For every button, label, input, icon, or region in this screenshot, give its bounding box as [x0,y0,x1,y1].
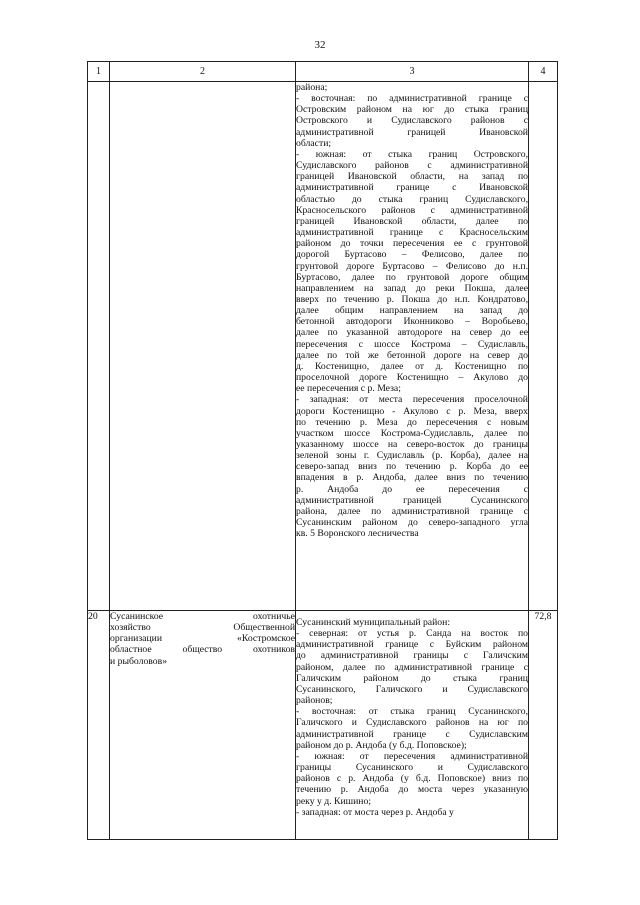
header-cell-4: 4 [529,62,558,82]
text-line: района; [296,82,328,93]
text-line: вверх по течению р. Покша до н.п. Кондратово, [296,293,528,305]
text-line: Островским районом на юг до стыка границ [296,104,528,116]
text-line: Сусанинский муниципальный район: [296,617,451,628]
text-line: - восточная: по административной границе с [296,93,528,105]
text-line: бетонной автодороги Иконниково – Воробьево, [296,316,528,328]
text-line: - западная: от моста через р. Андоба у [296,806,454,818]
text-line: административной границе с Ивановской [296,182,528,194]
text-line: по течению р. Меза до пересечения с новым [296,416,528,428]
text-line: Буртасово, далее по грунтовой дороге общим [296,271,528,283]
text-line: далее по той же бетонной дороге на север до [296,349,528,361]
table-header-row [88,62,558,82]
text-line: ее пересечения с р. Меза; [296,383,401,395]
hunting-ground-name-cell [110,82,296,611]
text-line: областью до стыка границ Судиславского, [296,193,528,205]
text-line: районом, далее по административной границе с [296,661,528,673]
text-line: - южная: от пересечения административной [296,750,528,762]
text-line: впадения в р. Андоба, далее вниз по течению [296,472,528,484]
text-line: административной границей Ивановской [296,126,528,138]
text-line: границей Ивановской области, далее по [296,215,528,227]
text-line: дорогой Буртасово – Фелисово, далее по [296,249,528,261]
text-line: участком шоссе Кострома-Судиславль, далее по [296,427,528,439]
text-line: Судиславского районов с административной [296,160,528,172]
text-line: зеленой зоны г. Судиславль (р. Корба), далее на [296,450,528,462]
text-line: административной границе с Красносельским [296,227,528,239]
name-line: областное общество охотников [110,644,295,656]
text-line: районом до точки пересечения ее с грунтовой [296,238,528,250]
text-line: - южная: от стыка границ Островского, [296,148,528,160]
text-line: течению р. Андоба до моста через указанную [296,784,528,796]
text-line: районов; [296,695,333,707]
text-line: проселочной дороге Костенищно – Акулово до [296,372,528,384]
header-cell-3: 3 [296,62,529,82]
text-line: кв. 5 Воронского лесничества [296,528,419,540]
text-line: северо-запад вниз по течению р. Корба до ее [296,461,528,473]
row-number-cell: 20 [88,611,110,840]
text-line: - восточная: от стыка границ Сусанинского, [296,706,528,718]
text-line: грунтовой дороге Буртасово – Фелисово до н.п. [296,260,528,272]
text-line: Островского и Судиславского районов с [296,115,528,127]
text-line: Галичского и Судиславского районов на юг по [296,717,528,729]
text-line: области; [296,137,332,149]
text-line: - западная: от места пересечения проселочной [296,394,528,406]
text-line: районов с р. Андоба (у б.д. Поповское) вниз по [296,773,528,785]
text-line: далее общим направлением на запад до [296,305,528,317]
text-line: реку у д. Кишино; [296,795,372,807]
name-line: Сусанинское охотничье [110,611,295,622]
header-cell-1: 1 [88,62,110,82]
hunting-grounds-table [87,61,558,840]
text-line: административной границей Сусанинского [296,494,528,506]
text-line: границей Ивановской области, на запад по [296,171,528,183]
text-line: указанному шоссе на северо-восток до границы [296,439,528,450]
boundary-description-cell [296,611,529,840]
text-line: р. Андоба до ее пересечения с [296,483,528,495]
area-cell [529,82,558,611]
text-line: далее по указанной автодороге на север до ее [296,327,528,339]
text-line: - северная: от устья р. Санда на восток по [296,628,528,640]
text-line: Сусанинским районом до северо-западного угла [296,517,528,529]
area-cell: 72,8 [529,611,558,840]
text-line: района, далее по административной границе с [296,505,528,517]
text-line: административной границе с Буйским районом [296,639,528,651]
hunting-ground-name-cell [110,611,296,840]
table-row [88,82,558,611]
header-cell-2: 2 [110,62,296,82]
text-line: дороги Костенищно - Акулово с р. Меза, вверх [296,405,528,417]
text-line: направлением на запад до реки Покша, далее [296,282,528,294]
boundary-description-cell [296,82,529,611]
text-line: д. Костенищно, далее от д. Костенищно по [296,360,528,372]
text-line: административной границе с Судиславским [296,728,528,740]
text-line: Сусанинского, Галичского и Судиславского [296,683,528,695]
name-line: организации «Костромское [110,633,295,645]
text-line: Галичским районом до стыка границ [296,672,528,684]
page-number: 32 [314,39,326,51]
text-line: районом до р. Андоба (у б.д. Поповское); [296,739,467,751]
name-line: хозяйство Общественной [110,622,295,634]
row-number-cell [88,82,110,611]
text-line: пересечения с шоссе Кострома – Судиславль, [296,338,528,350]
name-line: и рыболовов» [110,655,168,667]
table-row [88,611,558,840]
text-line: до административной границы с Галичским [296,650,528,662]
text-line: границы Сусанинского и Судиславского [296,762,528,774]
text-line: Красносельского районов с административной [296,204,528,216]
